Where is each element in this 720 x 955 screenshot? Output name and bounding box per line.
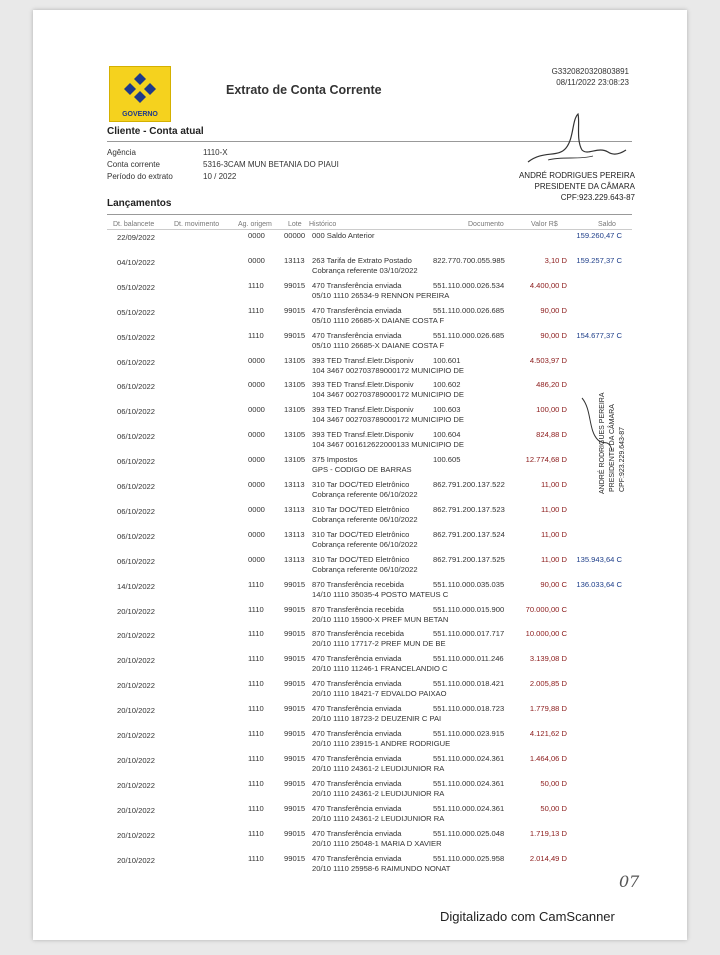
statement-page: [33, 10, 687, 940]
page-title: Extrato de Conta Corrente: [226, 83, 382, 97]
row-lote: 13113: [284, 504, 305, 514]
signer-name: ANDRÉ RODRIGUES PEREIRA: [518, 171, 635, 180]
row-date: 22/09/2022: [117, 233, 156, 242]
row-documento: 100.604: [433, 430, 461, 440]
row-historico: 470 Transferência enviada: [312, 828, 402, 838]
row-ag-origem: 1110: [248, 604, 264, 614]
row-valor: 90,00 D: [540, 330, 567, 340]
row-historico: 470 Transferência enviada: [312, 778, 402, 788]
row-valor: 11,00 D: [540, 480, 567, 489]
agency-label: Agência: [107, 148, 136, 157]
row-saldo: 159.260,47 C: [576, 231, 622, 240]
row-date: 20/10/2022: [117, 681, 156, 691]
document-code: G3320820320803891: [551, 67, 629, 76]
row-valor: 4.400,00 D: [529, 280, 567, 290]
table-row: [33, 625, 687, 650]
col-header-ag-origem: Ag. origem: [238, 221, 272, 228]
row-lote: 99015: [284, 778, 306, 788]
row-historico: 310 Tar DOC/TED Eletrônico: [312, 480, 410, 489]
row-lote: 13113: [284, 480, 305, 489]
row-detail: 20/10 1110 18723-2 DEUZENIR C PAI: [312, 714, 442, 724]
row-documento: 551.110.000.035.035: [433, 579, 505, 589]
row-historico: 310 Tar DOC/TED Eletrônico: [312, 529, 410, 539]
row-detail: GPS - CODIGO DE BARRAS: [312, 465, 412, 475]
row-valor: 2.014,49 D: [529, 853, 567, 863]
transactions-table: [33, 227, 687, 873]
row-documento: 100.603: [433, 405, 461, 415]
row-documento: 551.110.000.024.361: [433, 753, 505, 763]
logo-text: GOVERNO: [122, 111, 158, 118]
row-documento: 551.110.000.015.900: [433, 604, 505, 614]
col-header-valor: Valor R$: [531, 221, 558, 228]
row-documento: 551.110.000.018.421: [433, 679, 505, 689]
row-detail: 104 3467 002703789000172 MUNICIPIO DE: [312, 365, 464, 375]
row-documento: 100.602: [433, 380, 461, 390]
row-date: 20/10/2022: [117, 780, 156, 790]
row-historico: 470 Transferência enviada: [312, 803, 402, 813]
row-detail: 05/10 1110 26534-9 RENNON PEREIRA: [312, 290, 450, 300]
agency-value: 1110-X: [203, 148, 228, 157]
row-ag-origem: 1110: [248, 828, 264, 838]
row-detail: 05/10 1110 26685-X DAIANE COSTA F: [312, 340, 445, 350]
bank-logo: [109, 66, 171, 122]
period-value: 10 / 2022: [203, 172, 237, 181]
row-ag-origem: 1110: [248, 305, 264, 315]
row-valor: 70.000,00 C: [525, 604, 567, 614]
row-valor: 50,00 D: [540, 803, 567, 813]
document-code-block: [552, 66, 629, 88]
row-ag-origem: 1110: [248, 579, 264, 589]
table-row: [33, 700, 687, 725]
row-documento: 551.110.000.024.361: [433, 803, 505, 813]
row-lote: 13113: [284, 554, 305, 564]
row-date: 05/10/2022: [117, 332, 156, 342]
row-detail: 20/10 1110 17717-2 PREF MUN DE BE: [312, 639, 446, 649]
row-historico: 470 Transferência enviada: [312, 704, 402, 714]
row-detail: 20/10 1110 25048-1 MARIA D XAVIER: [312, 838, 442, 848]
row-lote: 99015: [284, 654, 306, 664]
row-detail: 05/10 1110 26685-X DAIANE COSTA F: [312, 315, 445, 325]
col-header-dt-movimento: Dt. movimento: [174, 221, 220, 228]
row-saldo: 154.677,37 C: [576, 330, 622, 340]
table-row: [33, 501, 687, 526]
row-lote: 99015: [284, 704, 306, 714]
row-documento: 862.791.200.137.525: [433, 554, 505, 564]
row-historico: 470 Transferência enviada: [312, 654, 402, 664]
row-ag-origem: 0000: [248, 231, 265, 240]
row-date: 20/10/2022: [117, 631, 156, 641]
row-lote: 13105: [284, 355, 306, 365]
row-valor: 2.005,85 D: [529, 679, 567, 689]
vertical-signature-stamp: [598, 382, 678, 502]
row-lote: 00000: [284, 231, 306, 240]
row-detail: Cobrança referente 06/10/2022: [312, 564, 418, 574]
row-lote: 99015: [284, 753, 306, 763]
row-documento: 551.110.000.026.534: [433, 280, 505, 290]
row-detail: 20/10 1110 15900-X PREF MUN BETAN: [312, 614, 449, 624]
col-header-saldo: Saldo: [598, 221, 616, 228]
row-detail: 20/10 1110 11246-1 FRANCELANDIO C: [312, 664, 448, 674]
table-row: [33, 850, 687, 875]
row-historico: 470 Transferência enviada: [312, 305, 402, 315]
vertical-signer-name: ANDRÉ RODRIGUES PEREIRA: [599, 392, 606, 494]
row-detail: 20/10 1110 25958-6 RAIMUNDO NONAT: [312, 863, 451, 873]
row-lote: 99015: [284, 853, 306, 863]
row-lote: 13105: [284, 405, 306, 415]
table-row: [33, 327, 687, 352]
page-number: 07: [619, 872, 640, 891]
account-label: Conta corrente: [107, 160, 160, 169]
row-historico: 470 Transferência enviada: [312, 729, 402, 738]
row-detail: 20/10 1110 23915-1 ANDRE RODRIGUE: [312, 739, 451, 748]
row-documento: 862.791.200.137.522: [433, 480, 505, 489]
row-ag-origem: 0000: [248, 529, 265, 539]
row-ag-origem: 1110: [248, 853, 264, 863]
row-date: 06/10/2022: [117, 556, 156, 566]
row-valor: 1.719,13 D: [529, 828, 567, 838]
row-ag-origem: 0000: [248, 455, 265, 465]
row-saldo: 135.943,64 C: [576, 554, 622, 564]
row-lote: 13105: [284, 430, 306, 440]
row-lote: 13105: [284, 380, 306, 390]
row-ag-origem: 0000: [248, 380, 265, 390]
table-row: [33, 576, 687, 601]
row-ag-origem: 1110: [248, 330, 264, 340]
row-detail: Cobrança referente 03/10/2022: [312, 265, 418, 275]
table-row: [33, 601, 687, 626]
row-documento: 551.110.000.017.717: [433, 629, 505, 639]
row-saldo: 136.033,64 C: [576, 579, 622, 589]
row-saldo: 159.257,37 C: [576, 255, 622, 265]
row-documento: 862.791.200.137.523: [433, 504, 505, 514]
row-lote: 99015: [284, 280, 306, 290]
row-historico: 000 Saldo Anterior: [312, 231, 375, 240]
row-documento: 551.110.000.011.246: [433, 654, 504, 664]
row-ag-origem: 1110: [248, 654, 264, 664]
table-row: [33, 800, 687, 825]
scanner-watermark: Digitalizado com CamScanner: [440, 909, 615, 924]
row-lote: 99015: [284, 803, 306, 813]
row-date: 20/10/2022: [117, 706, 156, 716]
row-detail: 20/10 1110 24361-2 LEUDIJUNIOR RA: [312, 763, 445, 773]
row-historico: 870 Transferência recebida: [312, 604, 405, 614]
row-date: 06/10/2022: [117, 382, 156, 392]
table-row: [33, 551, 687, 576]
row-lote: 99015: [284, 828, 306, 838]
row-date: 20/10/2022: [117, 606, 156, 616]
table-row: [33, 252, 687, 277]
row-date: 14/10/2022: [117, 581, 156, 591]
row-valor: 1.779,88 D: [529, 704, 567, 714]
client-section-title: Cliente - Conta atual: [107, 126, 204, 137]
col-header-documento: Documento: [468, 221, 504, 228]
table-row: [33, 675, 687, 700]
row-lote: 13113: [284, 529, 305, 539]
row-detail: 104 3467 002703789000172 MUNICIPIO DE: [312, 390, 464, 400]
row-ag-origem: 0000: [248, 255, 265, 265]
row-documento: 100.605: [433, 455, 461, 465]
row-ag-origem: 0000: [248, 480, 265, 489]
row-lote: 99015: [284, 330, 306, 340]
row-ag-origem: 1110: [248, 803, 264, 813]
period-label: Período do extrato: [107, 172, 173, 181]
account-value: 5316-3CAM MUN BETANIA DO PIAUI: [203, 160, 339, 169]
row-date: 06/10/2022: [117, 482, 156, 491]
document-datetime: 08/11/2022 23:08:23: [556, 78, 629, 87]
row-lote: 99015: [284, 305, 306, 315]
signer-cpf: CPF:923.229.643-87: [560, 193, 635, 202]
row-lote: 99015: [284, 679, 306, 689]
table-row: [33, 775, 687, 800]
table-row: [33, 825, 687, 850]
row-historico: 263 Tarifa de Extrato Postado: [312, 255, 412, 265]
row-date: 20/10/2022: [117, 731, 156, 740]
table-row: [33, 750, 687, 775]
row-documento: 551.110.000.023.915: [433, 729, 505, 738]
row-date: 20/10/2022: [117, 830, 156, 840]
row-detail: 20/10 1110 24361-2 LEUDIJUNIOR RA: [312, 788, 445, 798]
row-ag-origem: 1110: [248, 778, 264, 788]
row-historico: 393 TED Transf.Eletr.Disponiv: [312, 405, 414, 415]
row-detail: 20/10 1110 18421-7 EDVALDO PAIXAO: [312, 689, 447, 699]
row-historico: 393 TED Transf.Eletr.Disponiv: [312, 430, 414, 440]
signer-role: PRESIDENTE DA CÂMARA: [534, 182, 635, 191]
row-date: 04/10/2022: [117, 257, 156, 267]
row-valor: 486,20 D: [536, 380, 567, 390]
row-ag-origem: 1110: [248, 729, 264, 738]
table-row: [33, 227, 687, 252]
row-date: 20/10/2022: [117, 855, 156, 865]
row-lote: 13105: [284, 455, 306, 465]
divider: [107, 214, 632, 215]
row-historico: 870 Transferência recebida: [312, 629, 405, 639]
row-valor: 3.139,08 D: [529, 654, 567, 664]
table-row: [33, 302, 687, 327]
row-documento: 551.110.000.018.723: [433, 704, 505, 714]
row-lote: 99015: [284, 729, 306, 738]
row-valor: 90,00 D: [540, 305, 567, 315]
table-row: [33, 352, 687, 377]
row-valor: 3,10 D: [544, 255, 567, 265]
row-valor: 12.774,68 D: [525, 455, 567, 465]
row-date: 05/10/2022: [117, 282, 156, 292]
row-valor: 90,00 C: [540, 579, 567, 589]
row-detail: Cobrança referente 06/10/2022: [312, 539, 418, 549]
bank-logo-icon: [124, 73, 156, 103]
col-header-lote: Lote: [288, 221, 302, 228]
row-historico: 870 Transferência recebida: [312, 579, 405, 589]
table-row: [33, 650, 687, 675]
col-header-dt-balancete: Dt. balancete: [113, 221, 155, 228]
row-detail: 104 3467 002703789000172 MUNICIPIO DE: [312, 415, 464, 425]
col-header-historico: Histórico: [309, 221, 337, 228]
row-lote: 13113: [284, 255, 305, 265]
row-ag-origem: 0000: [248, 355, 265, 365]
row-detail: Cobrança referente 06/10/2022: [312, 514, 418, 524]
row-date: 06/10/2022: [117, 531, 156, 541]
row-valor: 824,88 D: [536, 430, 567, 440]
launches-section-title: Lançamentos: [107, 198, 172, 209]
row-historico: 470 Transferência enviada: [312, 753, 402, 763]
row-ag-origem: 1110: [248, 280, 264, 290]
row-lote: 99015: [284, 579, 306, 589]
row-valor: 11,00 D: [540, 504, 567, 514]
row-ag-origem: 0000: [248, 405, 265, 415]
row-detail: 20/10 1110 24361-2 LEUDIJUNIOR RA: [312, 813, 445, 823]
row-ag-origem: 1110: [248, 629, 264, 639]
row-date: 05/10/2022: [117, 307, 156, 317]
row-lote: 99015: [284, 629, 306, 639]
row-date: 06/10/2022: [117, 407, 156, 417]
row-historico: 375 Impostos: [312, 455, 358, 465]
row-detail: Cobrança referente 06/10/2022: [312, 490, 418, 499]
table-row: [33, 725, 687, 750]
row-valor: 11,00 D: [540, 529, 567, 539]
table-row: [33, 277, 687, 302]
row-documento: 551.110.000.024.361: [433, 778, 505, 788]
row-historico: 393 TED Transf.Eletr.Disponiv: [312, 380, 414, 390]
signature-stamp: [519, 170, 635, 203]
vertical-signer-cpf: CPF:923.229.643-87: [619, 427, 626, 492]
row-documento: 100.601: [433, 355, 461, 365]
row-detail: 14/10 1110 35035-4 POSTO MATEUS C: [312, 589, 449, 599]
row-date: 06/10/2022: [117, 357, 156, 367]
row-date: 20/10/2022: [117, 755, 156, 765]
row-ag-origem: 1110: [248, 679, 264, 689]
row-valor: 4.503,97 D: [529, 355, 567, 365]
row-date: 20/10/2022: [117, 656, 156, 666]
row-date: 06/10/2022: [117, 506, 156, 516]
signature-scribble: [518, 110, 628, 170]
table-row: [33, 476, 687, 501]
row-valor: 11,00 D: [540, 554, 567, 564]
row-documento: 551.110.000.026.685: [433, 330, 505, 340]
row-documento: 551.110.000.025.958: [433, 853, 505, 863]
row-ag-origem: 0000: [248, 430, 265, 440]
row-historico: 470 Transferência enviada: [312, 280, 402, 290]
row-valor: 50,00 D: [540, 778, 567, 788]
row-historico: 310 Tar DOC/TED Eletrônico: [312, 554, 410, 564]
row-historico: 470 Transferência enviada: [312, 330, 402, 340]
row-valor: 1.464,06 D: [529, 753, 567, 763]
row-historico: 470 Transferência enviada: [312, 679, 402, 689]
row-valor: 100,00 D: [536, 405, 567, 415]
row-ag-origem: 0000: [248, 554, 265, 564]
row-date: 06/10/2022: [117, 457, 156, 467]
row-documento: 822.770.700.055.985: [433, 255, 505, 265]
row-valor: 4.121,62 D: [529, 729, 567, 738]
row-lote: 99015: [284, 604, 306, 614]
row-historico: 310 Tar DOC/TED Eletrônico: [312, 504, 410, 514]
row-ag-origem: 0000: [248, 504, 265, 514]
row-ag-origem: 1110: [248, 753, 264, 763]
vertical-signer-role: PRESIDENTE DA CÂMARA: [609, 404, 616, 492]
row-date: 20/10/2022: [117, 805, 156, 815]
row-ag-origem: 1110: [248, 704, 264, 714]
table-row: [33, 526, 687, 551]
row-documento: 551.110.000.026.685: [433, 305, 505, 315]
row-historico: 393 TED Transf.Eletr.Disponiv: [312, 355, 414, 365]
row-documento: 551.110.000.025.048: [433, 828, 505, 838]
row-valor: 10.000,00 C: [525, 629, 567, 639]
row-detail: 104 3467 001612622000133 MUNICIPIO DE: [312, 440, 464, 450]
row-date: 06/10/2022: [117, 432, 156, 442]
row-historico: 470 Transferência enviada: [312, 853, 402, 863]
row-documento: 862.791.200.137.524: [433, 529, 505, 539]
